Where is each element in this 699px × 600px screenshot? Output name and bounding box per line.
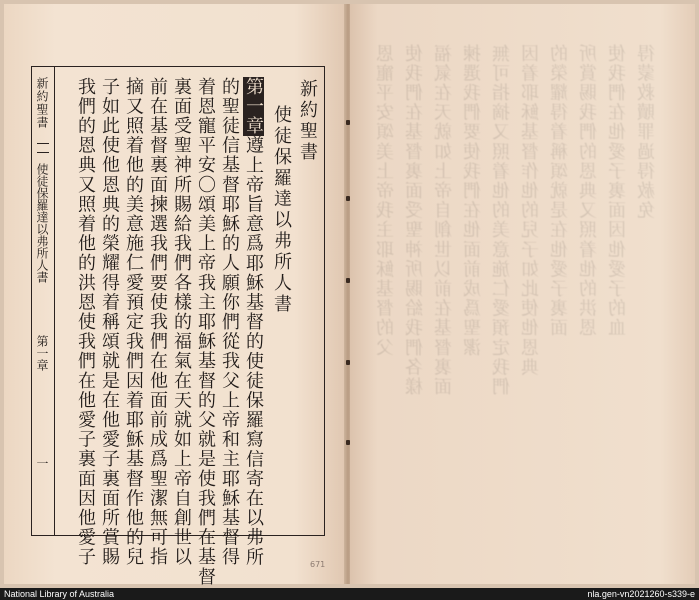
- bleed-column: 恩寵平安頌美上帝我主耶穌基督的父: [376, 44, 397, 358]
- left-page: [4, 4, 346, 587]
- body-column-text: 遵上帝旨意爲耶穌基督的使徒保羅寫信寄在以弗所: [243, 135, 264, 568]
- margin-page-number: 一: [35, 457, 49, 469]
- epistle-title: 使徒保羅達以弗所人書: [271, 105, 292, 315]
- book-title: 新約聖書: [297, 79, 318, 163]
- pencil-annotation: 671: [310, 560, 326, 569]
- bleed-column: 使我們在他愛子裏面因他愛子的血: [608, 44, 629, 338]
- body-column-1: [244, 77, 262, 567]
- bleed-column: 所賞賜我們的恩典又照着他的洪恩: [579, 44, 600, 338]
- bleed-through-text: [368, 44, 668, 504]
- footer-library-name: National Library of Australia: [4, 589, 115, 599]
- chapter-mark: 第一章: [243, 77, 264, 136]
- body-column-3: 着恩寵平安〇頌美上帝我主耶穌基督的父就是使我們在基督: [195, 77, 216, 587]
- bleed-column: 因着耶穌基督作他的兒子如此使他恩典: [521, 44, 542, 378]
- body-column-7: 子如此使他恩典的榮耀得着稱頌就是在他愛子裏面所賞賜: [99, 77, 120, 567]
- margin-chapter: 第一章: [35, 335, 49, 371]
- margin-column: [32, 67, 55, 535]
- bleed-column: 揀選我們要使我們在他面前成爲聖潔: [463, 44, 484, 358]
- right-page: [350, 4, 695, 584]
- bleed-column: 的榮耀得着稱頌就是在他愛子裏面: [550, 44, 571, 338]
- bleed-column: 使我們在基督裏面受聖神所賜給我們各樣: [405, 44, 426, 397]
- bleed-column: 福氣在天就如上帝自創世以前在基督裏面: [434, 44, 455, 397]
- body-column-8: 我們的恩典又照着他的洪恩使我們在他愛子裏面因他愛子: [75, 77, 96, 567]
- margin-book-title: 新約聖書: [35, 77, 49, 129]
- body-column-2: 的聖徒信基督耶穌的人願你們從我父上帝和主耶穌基督得: [219, 77, 240, 567]
- bleed-column: 無可指摘又照着他的美意施仁愛預定我們: [492, 44, 513, 397]
- body-column-6: 摘又照着他的美意施仁愛預定我們因着耶穌基督作他的兒: [123, 77, 144, 567]
- footer-bar: [0, 588, 699, 600]
- fishtail-ornament: [37, 143, 49, 153]
- margin-epistle-title: 使徒保羅達以弗所人書: [35, 163, 49, 283]
- bleed-column: 得蒙救贖罪過得赦免: [637, 44, 658, 221]
- body-column-5: 前在基督裏面揀選我們要使我們在他面前成爲聖潔無可指: [147, 77, 168, 567]
- body-column-4: 裏面受聖神所賜給我們各樣的福氣在天就如上帝自創世以: [171, 77, 192, 567]
- footer-identifier: nla.gen-vn2021260-s339-e: [587, 589, 695, 599]
